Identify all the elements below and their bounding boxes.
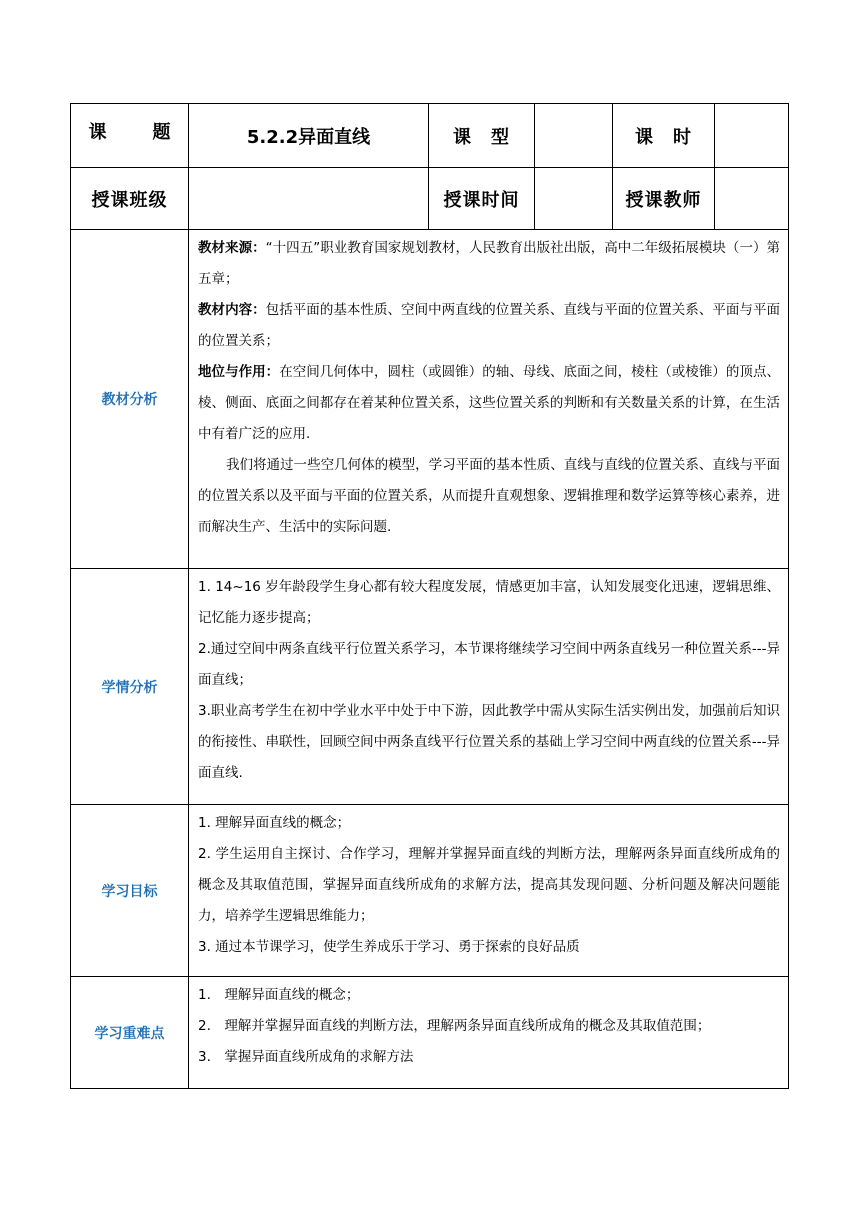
learning-goals-row xyxy=(71,805,789,977)
summary-paragraph: 我们将通过一些空几何体的模型，学习平面的基本性质、直线与直线的位置关系、直线与平面的位置关系以及平面与平面的位置关系，从而提升直观想象、逻辑推理和数学运算等核心素养，进而解决生产、生活中的实际问题. xyxy=(198,457,780,535)
student-item-1: 1. 14~16 岁年龄段学生身心都有较大程度发展，情感更加丰富，认知发展变化迅速，逻辑思维、记忆能力逐步提高； xyxy=(198,579,780,626)
role-paragraph xyxy=(198,357,780,450)
role-text: 在空间几何体中，圆柱（或圆锥）的轴、母线、底面之间，棱柱（或棱锥）的顶点、棱、侧面、底面之间都存在着某种位置关系，这些位置关系的判断和有关数量关系的计算，在生活中有着广泛的应用. xyxy=(198,364,781,442)
learning-goals-label: 学习目标 xyxy=(71,805,189,977)
teacher-label: 授课教师 xyxy=(613,168,715,230)
role-label: 地位与作用： xyxy=(198,364,280,380)
key-points-row xyxy=(71,977,789,1089)
source-text: “十四五”职业教育国家规划教材，人民教育出版社出版，高中二年级拓展模块（一）第五章； xyxy=(198,240,780,287)
topic-label: 课 题 xyxy=(71,104,189,168)
source-label: 教材来源： xyxy=(198,240,266,256)
goal-item-2: 2. 学生运用自主探讨、合作学习，理解并掌握异面直线的判断方法，理解两条异面直线所成角的概念及其取值范围，掌握异面直线所成角的求解方法，提高其发现问题、分析问题及解决问题能力，培养学生逻辑思维能力； xyxy=(198,846,780,924)
key-item-2: 2. 理解并掌握异面直线的判断方法，理解两条异面直线所成角的概念及其取值范围； xyxy=(198,1018,711,1034)
source-paragraph xyxy=(198,233,780,295)
textbook-analysis-label: 教材分析 xyxy=(71,230,189,569)
key-item-3: 3. 掌握异面直线所成角的求解方法 xyxy=(198,1049,414,1065)
time-label: 授课时间 xyxy=(429,168,535,230)
content-text: 包括平面的基本性质、空间中两直线的位置关系、直线与平面的位置关系、平面与平面的位置关系； xyxy=(198,302,781,349)
learning-goals-content xyxy=(189,805,789,977)
class-label: 授课班级 xyxy=(71,168,189,230)
hours-value xyxy=(715,104,789,168)
class-value xyxy=(189,168,429,230)
time-value xyxy=(535,168,613,230)
type-label: 课 型 xyxy=(429,104,535,168)
textbook-analysis-row xyxy=(71,230,789,569)
textbook-analysis-content xyxy=(189,230,789,569)
goal-item-1: 1. 理解异面直线的概念； xyxy=(198,815,351,831)
student-analysis-label: 学情分析 xyxy=(71,569,189,805)
key-points-label: 学习重难点 xyxy=(71,977,189,1089)
header-row-2 xyxy=(71,168,789,230)
student-item-2: 2.通过空间中两条直线平行位置关系学习，本节课将继续学习空间中两条直线另一种位置关系---异面直线； xyxy=(198,641,780,688)
teacher-value xyxy=(715,168,789,230)
header-row-1 xyxy=(71,104,789,168)
student-analysis-row xyxy=(71,569,789,805)
student-analysis-content xyxy=(189,569,789,805)
hours-label: 课 时 xyxy=(613,104,715,168)
goal-item-3: 3. 通过本节课学习，使学生养成乐于学习、勇于探索的良好品质 xyxy=(198,939,580,955)
type-value xyxy=(535,104,613,168)
lesson-title: 5.2.2异面直线 xyxy=(189,104,429,168)
key-points-content xyxy=(189,977,789,1089)
content-paragraph xyxy=(198,295,780,357)
content-label: 教材内容： xyxy=(198,302,266,318)
student-item-3: 3.职业高考学生在初中学业水平中处于中下游，因此教学中需从实际生活实例出发，加强前后知识的衔接性、串联性，回顾空间中两条直线平行位置关系的基础上学习空间中两直线的位置关系---异面直线. xyxy=(198,703,780,781)
lesson-plan-table xyxy=(70,103,789,1089)
key-item-1: 1. 理解异面直线的概念； xyxy=(198,987,360,1003)
